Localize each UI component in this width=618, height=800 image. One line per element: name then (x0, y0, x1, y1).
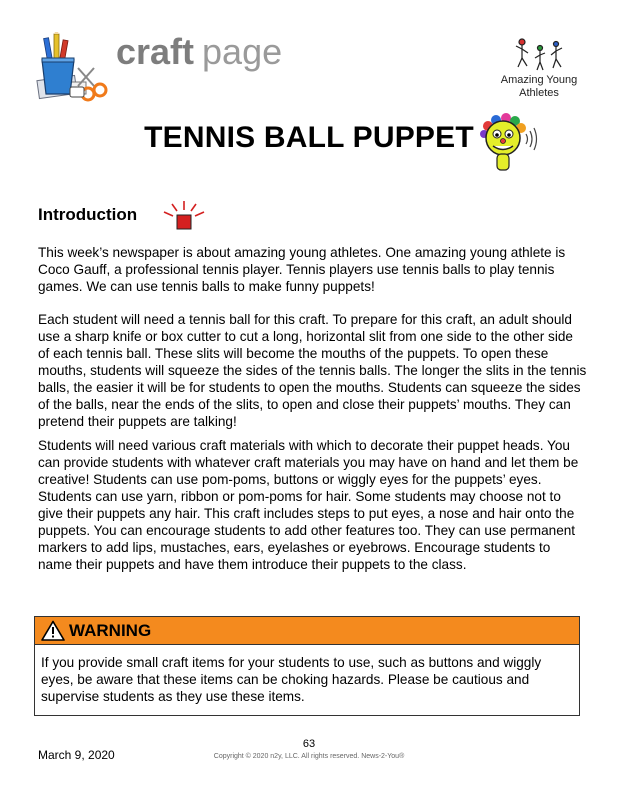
warning-body: If you provide small craft items for your students to use, such as buttons and wiggly eyes, be aware that these items can be choking hazards. Please be cautious and supervise students as they use these items. (41, 655, 542, 704)
warning-header-bar (35, 617, 579, 645)
intro-burst-icon (156, 198, 212, 238)
footer-date: March 9, 2020 (38, 748, 115, 762)
warning-box (34, 616, 580, 716)
logo-light: page (202, 31, 283, 72)
brand-line-2: Athletes (519, 87, 559, 99)
brand-label (496, 74, 582, 100)
warning-title: WARNING (69, 621, 152, 640)
craft-page-logo (116, 30, 282, 74)
craft-supplies-icon (30, 32, 108, 102)
page-number: 63 (302, 738, 316, 750)
paragraph-3: Students will need various craft materials with which to decorate their puppet heads. You can provide students with whatever craft materials you may have on hand and let them be creative! Students can use pom-poms, buttons or wiggly eyes for the puppets’ eyes. Students can use yarn, ribbon or pom-poms for hair. Some students may choose not to give their puppets any hair. This craft includes steps to put eyes, a nose and hair onto the puppets. You can encourage students to add other features too. They can use permanent markers to add lips, mustaches, ears, eyelashes or eyebrows. Encourage students to name their puppets and have them introduce their puppets to the class. (38, 438, 579, 572)
puppet-icon (476, 112, 540, 176)
athletes-icon (512, 34, 568, 74)
logo-bold: craft (116, 31, 195, 72)
paragraph-2: Each student will need a tennis ball for this craft. To prepare for this craft, an adult should use a sharp knife or box cutter to cut a long, horizontal slit from one side to the other side of each tennis ball. These slits will become the mouths of the puppets. To open these mouths, students will squeeze the sides of the tennis balls. The longer the slits in the tennis balls, the easier it will be for students to open the mouths. Students can squeeze the sides of the balls, near the ends of the slits, to open and close their puppets’ mouths. They can pretend their puppets are talking! (38, 312, 587, 429)
intro-heading: Introduction (38, 205, 138, 224)
warning-icon (41, 620, 65, 641)
page-title: TENNIS BALL PUPPET (144, 121, 474, 154)
paragraph-1: This week’s newspaper is about amazing young athletes. One amazing young athlete is Coco Gauff, a professional tennis player. Tennis players use tennis balls to play tennis games. We can use tennis balls to make funny puppets! (38, 245, 566, 294)
brand-line-1: Amazing Young (500, 74, 578, 86)
copyright: Copyright © 2020 n2y, LLC. All rights reserved. News-2-You® (213, 753, 405, 760)
